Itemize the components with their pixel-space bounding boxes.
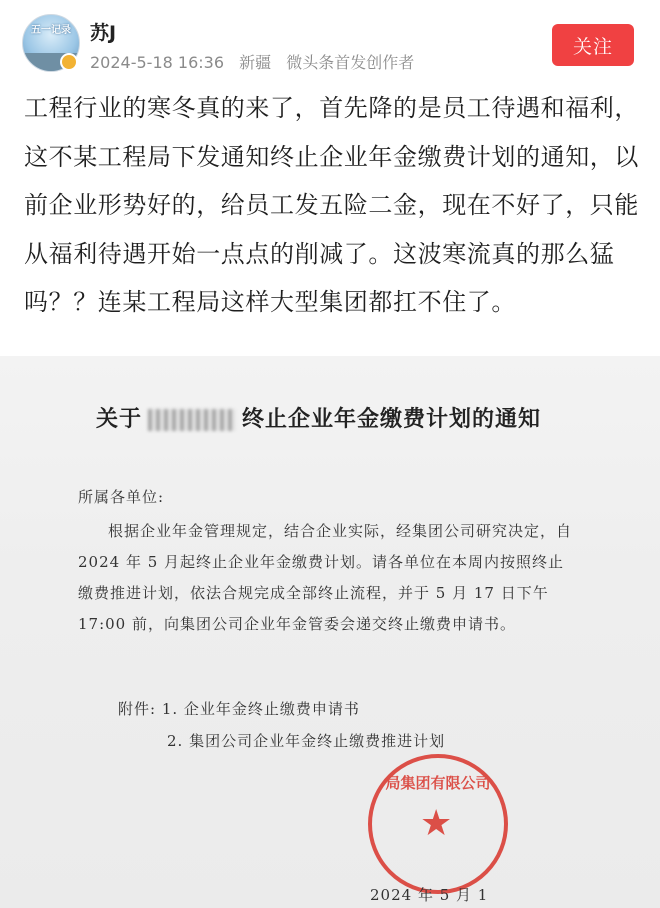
document-title — [96, 402, 541, 433]
verified-badge-icon — [60, 53, 78, 71]
document-title-prefix: 关于 — [96, 406, 143, 432]
document-attachment-1: 附件: 1. 企业年金终止缴费申请书 — [118, 700, 360, 718]
post-date: 2024-5-18 16:36 — [90, 53, 224, 72]
star-icon: ★ — [420, 803, 453, 844]
follow-button[interactable]: 关注 — [552, 24, 634, 66]
document-title-suffix: 终止企业年金缴费计划的通知 — [242, 406, 542, 432]
seal-text: 局集团有限公司 — [385, 774, 491, 792]
document-attachment-2: 2. 集团公司企业年金终止缴费推进计划 — [167, 732, 446, 750]
document-date: 2024 年 5 月 1 — [370, 886, 489, 904]
username[interactable]: 苏J — [90, 22, 117, 44]
post-location: 新疆 — [239, 53, 272, 72]
post-text: 工程行业的寒冬真的来了，首先降的是员工待遇和福利，这不某工程局下发通知终止企业年金缴费计划的通知，以前企业形势好的，给员工发五险二金，现在不好了，只能从福利待遇开始一点点的削减了。这波寒流真的那么猛吗？？连某工程局这样大型集团都扛不住了。 — [24, 94, 639, 316]
document-body: 根据企业年金管理规定，结合企业实际，经集团公司研究决定，自 2024 年 5 月起终止企业年金缴费计划。请各单位在本周内按照终止缴费推进计划，依法合规完成全部终止流程，并于 5 月 17 日下午 17:00 前，向集团公司企业年金管委会递交终止缴费申请书。 — [78, 522, 573, 633]
document-image[interactable] — [0, 356, 660, 908]
official-seal — [368, 754, 508, 894]
avatar-logo-text: 五一记录 — [31, 25, 71, 36]
post-header — [0, 0, 660, 80]
redacted-name — [148, 409, 236, 431]
author-tag: 微头条首发创作者 — [286, 53, 415, 72]
document-addressee: 所属各单位: — [78, 488, 165, 506]
post-meta — [90, 50, 424, 73]
